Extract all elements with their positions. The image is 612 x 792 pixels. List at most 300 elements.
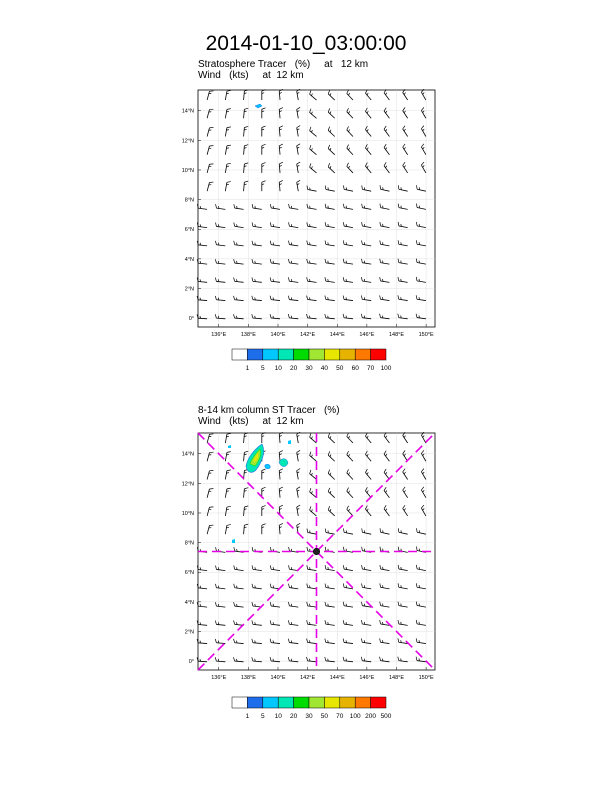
wind-barb bbox=[399, 642, 408, 643]
wind-barb bbox=[279, 164, 280, 173]
colorbar-label: 50 bbox=[320, 713, 329, 720]
wind-barb bbox=[381, 587, 390, 589]
wind-barb bbox=[328, 94, 335, 100]
panel-2-map bbox=[182, 432, 435, 681]
wind-barb bbox=[344, 189, 353, 191]
wind-barb bbox=[271, 263, 280, 264]
wind-barb bbox=[417, 624, 426, 625]
wind-barb bbox=[253, 643, 262, 644]
wind-barb bbox=[380, 661, 389, 662]
wind-barb bbox=[384, 491, 389, 498]
panel-1-tracer-contour bbox=[255, 104, 262, 108]
wind-barb bbox=[308, 263, 317, 264]
wind-barb bbox=[244, 525, 245, 534]
wind-barb bbox=[381, 208, 390, 210]
wind-barb bbox=[225, 471, 227, 480]
wind-barb bbox=[279, 146, 280, 155]
x-tick-label: 148°E bbox=[388, 332, 405, 338]
wind-barb bbox=[216, 606, 225, 607]
panel-1-axis-ticks bbox=[182, 109, 434, 338]
wind-barb bbox=[384, 93, 389, 100]
y-tick-label: 14°N bbox=[181, 108, 194, 115]
wind-barb bbox=[297, 489, 299, 498]
wind-barb bbox=[297, 434, 299, 443]
wind-barb bbox=[297, 146, 299, 155]
wind-barb bbox=[271, 606, 280, 607]
wind-barb bbox=[279, 471, 280, 480]
colorbar-label: 100 bbox=[380, 365, 392, 372]
wind-barb bbox=[244, 146, 245, 155]
x-tick-label: 136°E bbox=[211, 675, 227, 681]
x-tick-label: 148°E bbox=[388, 675, 405, 681]
wind-barb bbox=[399, 208, 408, 210]
wind-barb bbox=[417, 532, 426, 534]
wind-barb bbox=[381, 226, 390, 228]
wind-barb bbox=[271, 208, 280, 209]
wind-barb bbox=[289, 226, 298, 227]
wind-barb bbox=[216, 300, 225, 301]
wind-barb bbox=[347, 455, 353, 462]
wind-barb bbox=[216, 245, 225, 246]
colorbar-swatch bbox=[340, 697, 355, 708]
y-tick-label: 10°N bbox=[181, 510, 194, 517]
wind-barb bbox=[347, 166, 353, 173]
wind-barb bbox=[279, 434, 280, 443]
wind-barb bbox=[289, 624, 298, 625]
wind-barb bbox=[326, 569, 335, 571]
panel-1-title-line2: Wind (kts) at 12 km bbox=[198, 70, 304, 81]
colorbar-label: 30 bbox=[305, 365, 313, 372]
wind-barb bbox=[326, 208, 335, 210]
wind-barb bbox=[279, 525, 280, 534]
wind-barb bbox=[271, 281, 280, 282]
colorbar-swatch bbox=[278, 349, 293, 360]
wind-barb bbox=[198, 569, 207, 570]
colorbar-swatch bbox=[294, 349, 309, 360]
wind-barb bbox=[271, 643, 280, 644]
wind-barb bbox=[253, 208, 262, 209]
wind-barb bbox=[216, 624, 225, 625]
wind-barb bbox=[289, 281, 298, 282]
colorbar-label: 1 bbox=[245, 365, 250, 372]
wind-barb bbox=[225, 489, 227, 498]
wind-barb bbox=[326, 244, 335, 245]
wind-barb bbox=[381, 606, 390, 607]
panel-2-colorbar bbox=[232, 697, 392, 720]
wind-barb bbox=[207, 164, 209, 173]
wind-barb bbox=[207, 91, 209, 100]
wind-barb bbox=[253, 588, 262, 589]
wind-barb bbox=[399, 263, 408, 265]
wind-barb bbox=[235, 588, 244, 589]
colorbar-swatch bbox=[371, 697, 386, 708]
panel-1-wind-barbs bbox=[197, 89, 426, 319]
wind-barb bbox=[381, 263, 390, 264]
wind-barb bbox=[225, 128, 227, 137]
wind-barb bbox=[279, 128, 280, 137]
wind-barb bbox=[347, 436, 353, 443]
wind-barb bbox=[216, 569, 225, 570]
x-tick-label: 136°E bbox=[211, 332, 227, 338]
y-tick-label: 2°N bbox=[184, 286, 194, 293]
wind-barb bbox=[328, 492, 335, 498]
colorbar-swatch bbox=[355, 697, 370, 708]
wind-barb bbox=[308, 643, 317, 644]
wind-barb bbox=[235, 643, 244, 644]
wind-barb bbox=[289, 588, 298, 589]
colorbar-swatch bbox=[309, 349, 324, 360]
wind-barb bbox=[362, 661, 371, 662]
colorbar-swatch bbox=[294, 697, 309, 708]
wind-barb bbox=[344, 624, 353, 625]
x-tick-label: 138°E bbox=[240, 675, 256, 681]
y-tick-label: 0° bbox=[188, 316, 194, 323]
x-tick-label: 138°E bbox=[240, 332, 256, 338]
wind-barb bbox=[310, 112, 317, 118]
wind-barb bbox=[289, 606, 298, 607]
wind-barb bbox=[344, 661, 353, 662]
colorbar-swatch bbox=[247, 349, 262, 360]
wind-barb bbox=[297, 128, 299, 137]
wind-barb bbox=[328, 149, 335, 155]
wind-barb bbox=[279, 182, 280, 191]
wind-barb bbox=[347, 491, 353, 498]
x-tick-label: 146°E bbox=[359, 675, 375, 681]
x-tick-label: 140°E bbox=[270, 675, 286, 681]
colorbar-swatch bbox=[340, 349, 355, 360]
wind-barb bbox=[235, 226, 244, 227]
x-tick-label: 144°E bbox=[329, 332, 345, 338]
wind-barb bbox=[344, 318, 353, 319]
colorbar-swatch bbox=[371, 349, 386, 360]
wind-barb bbox=[235, 208, 244, 209]
wind-barb bbox=[216, 281, 225, 282]
wind-barb bbox=[399, 299, 408, 300]
colorbar-swatch bbox=[232, 697, 247, 708]
wind-barb bbox=[365, 509, 371, 516]
y-tick-label: 6°N bbox=[184, 227, 194, 234]
wind-barb bbox=[344, 208, 353, 210]
colorbar-swatch bbox=[309, 697, 324, 708]
wind-barb bbox=[271, 245, 280, 246]
wind-barb bbox=[216, 643, 225, 644]
wind-barb bbox=[384, 509, 389, 516]
wind-barb bbox=[235, 263, 244, 264]
wind-barb bbox=[297, 164, 299, 173]
wind-barb bbox=[310, 474, 317, 480]
wind-barb bbox=[326, 226, 335, 228]
colorbar-swatch bbox=[324, 697, 339, 708]
colorbar-label: 70 bbox=[366, 365, 375, 372]
wind-barb bbox=[310, 149, 317, 155]
panel-2-axis-ticks bbox=[182, 452, 434, 681]
wind-barb bbox=[347, 473, 353, 480]
wind-barb bbox=[244, 507, 245, 516]
wind-barb bbox=[244, 128, 245, 137]
x-tick-label: 150°E bbox=[418, 332, 434, 338]
wind-barb bbox=[344, 569, 353, 571]
y-tick-label: 12°N bbox=[181, 138, 194, 145]
wind-barb bbox=[417, 208, 426, 210]
wind-barb bbox=[399, 624, 408, 625]
wind-barb bbox=[310, 492, 317, 498]
wind-barb bbox=[308, 300, 317, 301]
wind-barb bbox=[244, 489, 245, 498]
wind-barb bbox=[365, 166, 371, 173]
wind-barb bbox=[253, 245, 262, 246]
wind-barb bbox=[310, 131, 317, 137]
wind-barb bbox=[362, 318, 371, 319]
wind-barb bbox=[253, 281, 262, 282]
colorbar-swatch bbox=[247, 697, 262, 708]
wind-barb bbox=[417, 281, 426, 282]
wind-barb bbox=[244, 182, 245, 191]
wind-barb bbox=[198, 624, 207, 625]
wind-barb bbox=[279, 91, 280, 100]
wind-barb bbox=[347, 112, 353, 119]
wind-barb bbox=[207, 471, 209, 480]
wind-barb bbox=[216, 226, 225, 227]
wind-barb bbox=[198, 263, 207, 264]
wind-barb bbox=[216, 208, 225, 209]
wind-barb bbox=[289, 643, 298, 644]
wind-barb bbox=[225, 182, 227, 191]
wind-barb bbox=[384, 111, 389, 118]
wind-barb bbox=[244, 164, 245, 173]
x-tick-label: 150°E bbox=[418, 675, 434, 681]
wind-barb bbox=[207, 146, 209, 155]
colorbar-label: 10 bbox=[274, 365, 282, 372]
wind-barb bbox=[289, 208, 298, 210]
wind-barb bbox=[253, 624, 262, 625]
wind-barb bbox=[381, 244, 390, 246]
wind-barb bbox=[417, 642, 426, 643]
wind-barb bbox=[308, 190, 317, 192]
wind-barb bbox=[198, 226, 207, 227]
colorbar-label: 10 bbox=[274, 713, 282, 720]
wind-barb bbox=[417, 299, 426, 300]
wind-barb bbox=[198, 643, 207, 644]
wind-barb bbox=[235, 245, 244, 246]
wind-barb bbox=[381, 569, 390, 571]
y-tick-label: 14°N bbox=[181, 451, 194, 458]
colorbar-swatch bbox=[278, 697, 293, 708]
wind-barb bbox=[328, 437, 335, 443]
panel-2-title-line2: Wind (kts) at 12 km bbox=[198, 416, 304, 427]
panel-1-map bbox=[182, 89, 435, 338]
wind-barb bbox=[347, 130, 353, 137]
wind-barb bbox=[326, 624, 335, 625]
wind-barb bbox=[399, 569, 408, 571]
wind-barb bbox=[235, 300, 244, 301]
wind-barb bbox=[347, 148, 353, 155]
y-tick-label: 6°N bbox=[184, 570, 194, 577]
wind-barb bbox=[216, 263, 225, 264]
x-tick-label: 142°E bbox=[300, 332, 316, 338]
wind-barb bbox=[225, 146, 227, 155]
wind-barb bbox=[347, 93, 353, 100]
wind-barb bbox=[225, 525, 227, 534]
x-tick-label: 142°E bbox=[300, 675, 316, 681]
wind-barb bbox=[384, 436, 389, 443]
wind-barb bbox=[271, 226, 280, 227]
wind-barb bbox=[244, 91, 245, 100]
panel-1-colorbar bbox=[232, 349, 392, 372]
wind-barb bbox=[384, 129, 389, 136]
wind-barb bbox=[326, 189, 335, 191]
wind-barb bbox=[207, 128, 209, 137]
wind-barb bbox=[207, 489, 209, 498]
wind-barb bbox=[399, 189, 408, 191]
wind-barb bbox=[253, 226, 262, 227]
wind-barb bbox=[207, 525, 209, 534]
colorbar-label: 70 bbox=[336, 713, 344, 720]
wind-barb bbox=[328, 112, 335, 118]
wind-barb bbox=[381, 281, 390, 282]
wind-barb bbox=[344, 642, 353, 643]
wind-barb bbox=[310, 94, 317, 100]
wind-barb bbox=[384, 148, 389, 155]
panel-1-title-line1: Stratosphere Tracer (%) at 12 km bbox=[198, 59, 369, 70]
main-title: 2014-01-10_03:00:00 bbox=[205, 32, 407, 55]
y-tick-label: 0° bbox=[188, 659, 194, 666]
colorbar-label: 500 bbox=[380, 713, 392, 720]
wind-barb bbox=[417, 244, 426, 246]
wind-barb bbox=[399, 532, 408, 534]
y-tick-label: 8°N bbox=[184, 540, 194, 547]
wind-barb bbox=[289, 300, 298, 301]
y-tick-label: 10°N bbox=[181, 167, 194, 174]
wind-barb bbox=[253, 300, 262, 301]
y-tick-label: 2°N bbox=[184, 629, 194, 636]
wind-barb bbox=[365, 454, 371, 461]
wind-barb bbox=[297, 507, 299, 516]
colorbar-label: 200 bbox=[365, 713, 377, 720]
y-tick-label: 4°N bbox=[184, 256, 194, 263]
colorbar-swatch bbox=[355, 349, 370, 360]
colorbar-label: 100 bbox=[349, 713, 361, 720]
wind-barb bbox=[344, 606, 353, 607]
colorbar-label: 20 bbox=[289, 365, 298, 372]
wind-barb bbox=[344, 263, 353, 264]
wind-barb bbox=[198, 588, 207, 589]
wind-barb bbox=[297, 471, 299, 480]
wind-barb bbox=[365, 148, 371, 155]
colorbar-label: 40 bbox=[320, 365, 329, 372]
wind-barb bbox=[310, 455, 317, 461]
colorbar-label: 1 bbox=[245, 713, 250, 720]
wind-barb bbox=[244, 434, 245, 443]
wind-barb bbox=[344, 532, 353, 534]
wind-barb bbox=[326, 606, 335, 607]
wind-barb bbox=[326, 642, 335, 643]
colorbar-swatch bbox=[263, 349, 278, 360]
wind-barb bbox=[381, 532, 390, 534]
x-tick-label: 146°E bbox=[359, 332, 375, 338]
colorbar-swatch bbox=[263, 697, 278, 708]
wind-barb bbox=[417, 226, 426, 228]
wind-barb bbox=[399, 226, 408, 228]
colorbar-label: 20 bbox=[289, 713, 298, 720]
wind-barb bbox=[271, 624, 280, 625]
wind-barb bbox=[384, 166, 389, 173]
wind-barb bbox=[399, 587, 408, 589]
wind-barb bbox=[198, 281, 207, 282]
wind-barb bbox=[235, 606, 244, 607]
colorbar-label: 5 bbox=[260, 365, 265, 372]
wind-barb bbox=[381, 642, 390, 643]
y-tick-label: 4°N bbox=[184, 599, 194, 606]
wind-barb bbox=[344, 226, 353, 228]
wind-barb bbox=[297, 91, 299, 100]
wind-barb bbox=[207, 182, 209, 191]
wind-barb bbox=[308, 569, 317, 570]
colorbar-label: 30 bbox=[305, 713, 313, 720]
wind-barb bbox=[399, 244, 408, 246]
wind-barb bbox=[308, 245, 317, 246]
wind-barb bbox=[380, 318, 389, 319]
wind-barb bbox=[225, 91, 227, 100]
wind-barb bbox=[289, 245, 298, 246]
wind-barb bbox=[365, 130, 371, 137]
wind-barb bbox=[399, 281, 408, 282]
wind-barb bbox=[271, 569, 280, 570]
wind-barb bbox=[207, 507, 209, 516]
wind-barb bbox=[235, 281, 244, 282]
wind-barb bbox=[297, 182, 299, 191]
panel-2-center-marker bbox=[313, 548, 319, 554]
wind-barb bbox=[308, 606, 317, 607]
panel-1-gridlines bbox=[198, 90, 435, 327]
wind-barb bbox=[344, 244, 353, 245]
colorbar-label: 60 bbox=[351, 365, 359, 372]
wind-barb bbox=[279, 489, 280, 498]
wind-barb bbox=[308, 624, 317, 625]
wind-barb bbox=[344, 299, 353, 300]
wind-barb bbox=[417, 189, 426, 191]
panel-2-tracer-contours bbox=[228, 440, 291, 543]
wind-barb bbox=[417, 263, 426, 265]
wind-barb bbox=[417, 569, 426, 571]
wind-barb bbox=[326, 532, 335, 534]
wind-barb bbox=[365, 111, 371, 118]
wind-barb bbox=[198, 606, 207, 607]
wind-barb bbox=[384, 454, 389, 461]
wind-barb bbox=[310, 437, 317, 443]
wind-barb bbox=[253, 569, 262, 570]
y-tick-label: 12°N bbox=[181, 481, 194, 488]
wind-barb bbox=[308, 208, 317, 210]
wind-barb bbox=[365, 93, 371, 100]
wind-barb bbox=[289, 263, 298, 264]
wind-barb bbox=[326, 587, 335, 588]
wind-barb bbox=[308, 281, 317, 282]
colorbar-swatch bbox=[232, 349, 247, 360]
colorbar-swatch bbox=[324, 349, 339, 360]
wind-barb bbox=[198, 208, 207, 209]
colorbar-label: 5 bbox=[260, 713, 265, 720]
y-tick-label: 8°N bbox=[184, 197, 194, 204]
wind-barb bbox=[198, 300, 207, 301]
wind-barb bbox=[381, 299, 390, 300]
wind-barb bbox=[417, 606, 426, 608]
wind-barb bbox=[328, 455, 335, 461]
panel-2-title-line1: 8-14 km column ST Tracer (%) bbox=[198, 405, 340, 416]
wind-barb bbox=[198, 245, 207, 246]
wind-barb bbox=[326, 299, 335, 300]
x-tick-label: 144°E bbox=[329, 675, 345, 681]
wind-barb bbox=[399, 606, 408, 608]
